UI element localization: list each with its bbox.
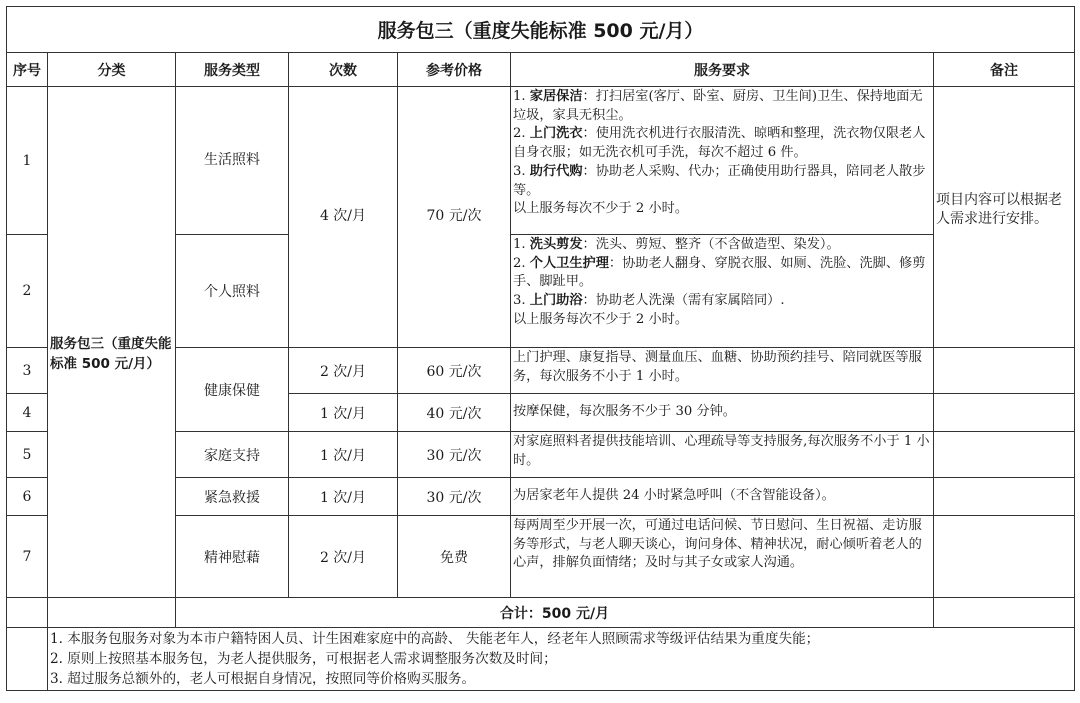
requirements-cell: 对家庭照料者提供技能培训、心理疏导等支持服务,每次服务不小于 1 小时。 — [511, 432, 934, 478]
requirement-line: 2. 个人卫生护理：协助老人翻身、穿脱衣服、如厕、洗脸、洗脚、修剪手、脚趾甲。 — [513, 255, 926, 290]
footnote: 2. 原则上按照基本服务包，为老人提供服务，可根据老人需求调整服务次数及时间； — [50, 651, 557, 667]
service-type: 家庭支持 — [176, 432, 289, 478]
header-remarks: 备注 — [934, 53, 1075, 87]
requirement-line: 3. 助行代购：协助老人采购、代办；正确使用助行器具，陪同老人散步等。 — [513, 163, 926, 198]
price: 60 元/次 — [398, 348, 511, 394]
requirement-line: 2. 上门洗衣：使用洗衣机进行衣服清洗、晾晒和整理，洗衣物仅限老人自身衣服；如无洗衣机可手洗，每次不超过 6 件。 — [513, 126, 926, 161]
row-index: 5 — [7, 432, 48, 478]
remarks-cell — [934, 87, 1075, 348]
footnote: 1. 本服务包服务对象为本市户籍特困人员、计生困难家庭中的高龄、 失能老年人，经老年人照顾需求等级评估结果为重度失能； — [50, 631, 820, 647]
header-service-type: 服务类型 — [176, 53, 289, 87]
remarks-cell — [934, 516, 1075, 598]
frequency: 1 次/月 — [289, 478, 398, 516]
header-requirements: 服务要求 — [511, 53, 934, 87]
table-title: 服务包三（重度失能标准 500 元/月） — [7, 7, 1075, 53]
footnote: 3. 超过服务总额外的，老人可根据自身情况，按照同等价格购买服务。 — [50, 671, 476, 687]
requirements-cell — [511, 87, 934, 235]
price: 30 元/次 — [398, 432, 511, 478]
service-package-table — [6, 6, 1075, 691]
total-amount: 合计：500 元/月 — [176, 598, 934, 628]
row-index: 6 — [7, 478, 48, 516]
header-category: 分类 — [48, 53, 176, 87]
frequency: 1 次/月 — [289, 394, 398, 432]
category-cell — [48, 87, 176, 598]
frequency: 2 次/月 — [289, 348, 398, 394]
price: 70 元/次 — [398, 87, 511, 348]
requirements-cell — [511, 235, 934, 348]
category-label: 服务包三（重度失能标准 500 元/月） — [50, 336, 172, 372]
remarks-cell — [934, 478, 1075, 516]
frequency: 4 次/月 — [289, 87, 398, 348]
service-type: 健康保健 — [176, 348, 289, 432]
requirement-line: 以上服务每次不少于 2 小时。 — [513, 201, 689, 217]
row-index: 3 — [7, 348, 48, 394]
price: 30 元/次 — [398, 478, 511, 516]
empty-cell — [48, 598, 176, 628]
requirement-line: 3. 上门助浴：协助老人洗澡（需有家属陪同）. — [513, 293, 785, 309]
requirement-line: 1. 家居保洁：打扫居室(客厅、卧室、厨房、卫生间)卫生、保持地面无垃圾，家具无积尘。 — [513, 89, 923, 123]
service-type: 紧急救援 — [176, 478, 289, 516]
requirements-cell: 按摩保健，每次服务不少于 30 分钟。 — [511, 394, 934, 432]
remarks-text: 项目内容可以根据老人需求进行安排。 — [936, 192, 1062, 227]
price: 免费 — [398, 516, 511, 598]
requirements-cell: 每两周至少开展一次，可通过电话问候、节日慰问、生日祝福、走访服务等形式，与老人聊天谈心，询问身体、精神状况，耐心倾听着老人的心声，排解负面情绪；及时与其子女或家人沟通。 — [511, 516, 934, 598]
requirement-line: 1. 洗头剪发：洗头、剪短、整齐（不含做造型、染发）。 — [513, 237, 840, 252]
requirements-cell: 上门护理、康复指导、测量血压、血糖、协助预约挂号、陪同就医等服务，每次服务不小于 1 小时。 — [511, 348, 934, 394]
header-row — [7, 53, 1075, 87]
row-index: 7 — [7, 516, 48, 598]
header-price: 参考价格 — [398, 53, 511, 87]
service-type: 精神慰藉 — [176, 516, 289, 598]
empty-cell — [934, 598, 1075, 628]
service-package-table-wrapper — [6, 6, 1074, 691]
header-index: 序号 — [7, 53, 48, 87]
row-index: 2 — [7, 235, 48, 348]
price: 40 元/次 — [398, 394, 511, 432]
service-type: 个人照料 — [176, 235, 289, 348]
table-row — [7, 87, 1075, 235]
empty-cell — [7, 628, 48, 691]
header-frequency: 次数 — [289, 53, 398, 87]
row-index: 4 — [7, 394, 48, 432]
frequency: 1 次/月 — [289, 432, 398, 478]
footnotes-row — [7, 628, 1075, 691]
total-row — [7, 598, 1075, 628]
service-type: 生活照料 — [176, 87, 289, 235]
requirements-cell: 为居家老年人提供 24 小时紧急呼叫（不含智能设备）。 — [511, 478, 934, 516]
footnotes-cell — [48, 628, 1075, 691]
frequency: 2 次/月 — [289, 516, 398, 598]
remarks-cell — [934, 394, 1075, 432]
remarks-cell — [934, 432, 1075, 478]
remarks-cell — [934, 348, 1075, 394]
row-index: 1 — [7, 87, 48, 235]
empty-cell — [7, 598, 48, 628]
requirement-line: 以上服务每次不少于 2 小时。 — [513, 311, 689, 327]
